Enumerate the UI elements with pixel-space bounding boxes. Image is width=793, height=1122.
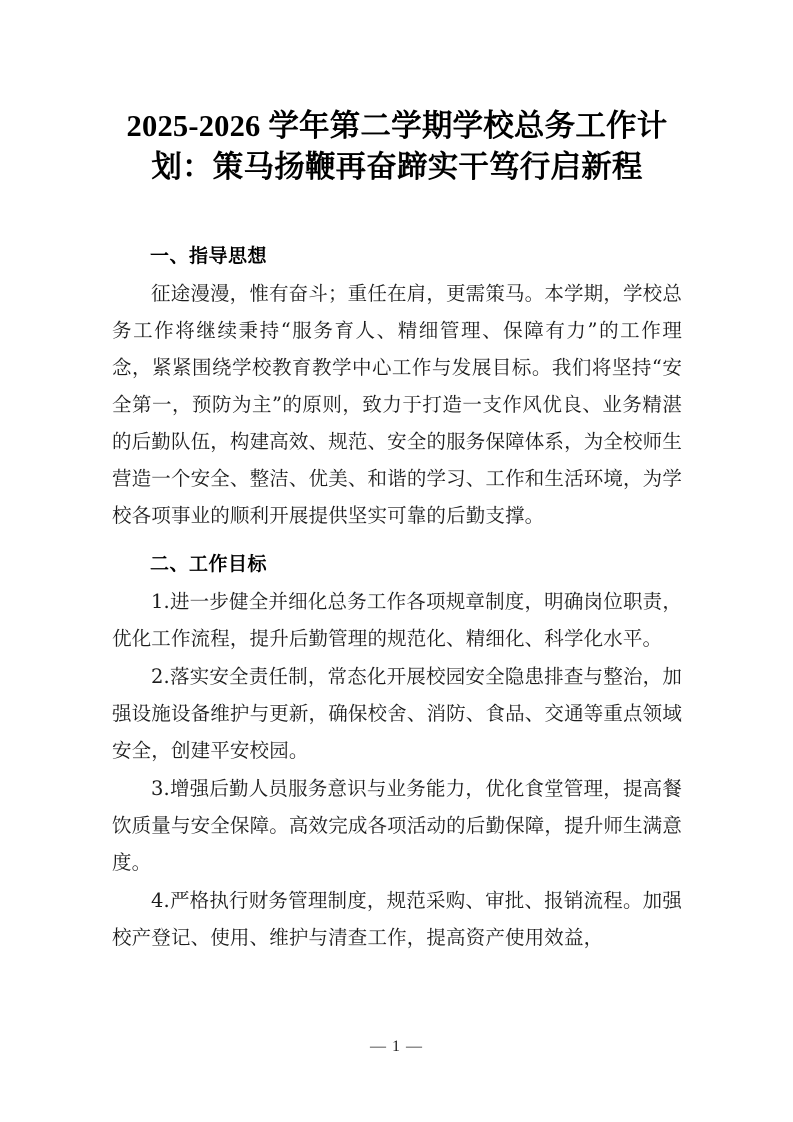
- document-content: [112, 0, 682, 956]
- section-paragraph: 2.落实安全责任制，常态化开展校园安全隐患排查与整治，加强设施设备维护与更新，确保校舍、消防、食品、交通等重点领域安全，创建平安校园。: [112, 665, 682, 762]
- section-paragraph: 1.进一步健全并细化总务工作各项规章制度，明确岗位职责，优化工作流程，提升后勤管理的规范化、精细化、科学化水平。: [112, 590, 682, 650]
- page-title: 2025-2026 学年第二学期学校总务工作计划：策马扬鞭再奋蹄实干笃行启新程: [126, 109, 668, 184]
- section-paragraph: 征途漫漫，惟有奋斗；重任在肩，更需策马。本学期，学校总务工作将继续秉持“服务育人、精细管理、保障有力”的工作理念，紧紧围绕学校教育教学中心工作与发展目标。我们将坚持“安全第一，预防为主”的原则，致力于打造一支作风优良、业务精湛的后勤队伍，构建高效、规范、安全的服务保障体系，为全校师生营造一个安全、整洁、优美、和谐的学习、工作和生活环境，为学校各项事业的顺利开展提供坚实可靠的后勤支撑。: [112, 282, 682, 527]
- section-paragraph: 4.严格执行财务管理制度，规范采购、审批、报销流程。加强校产登记、使用、维护与清查工作，提高资产使用效益，: [112, 889, 682, 949]
- section-paragraph: 3.增强后勤人员服务意识与业务能力，优化食堂管理，提高餐饮质量与安全保障。高效完成各项活动的后勤保障，提升师生满意度。: [112, 777, 682, 874]
- section-heading-work-goals: 二、工作目标: [150, 554, 268, 575]
- page-number-footer: — 1 —: [370, 1038, 423, 1055]
- section-heading-guiding-thought: 一、指导思想: [150, 246, 268, 267]
